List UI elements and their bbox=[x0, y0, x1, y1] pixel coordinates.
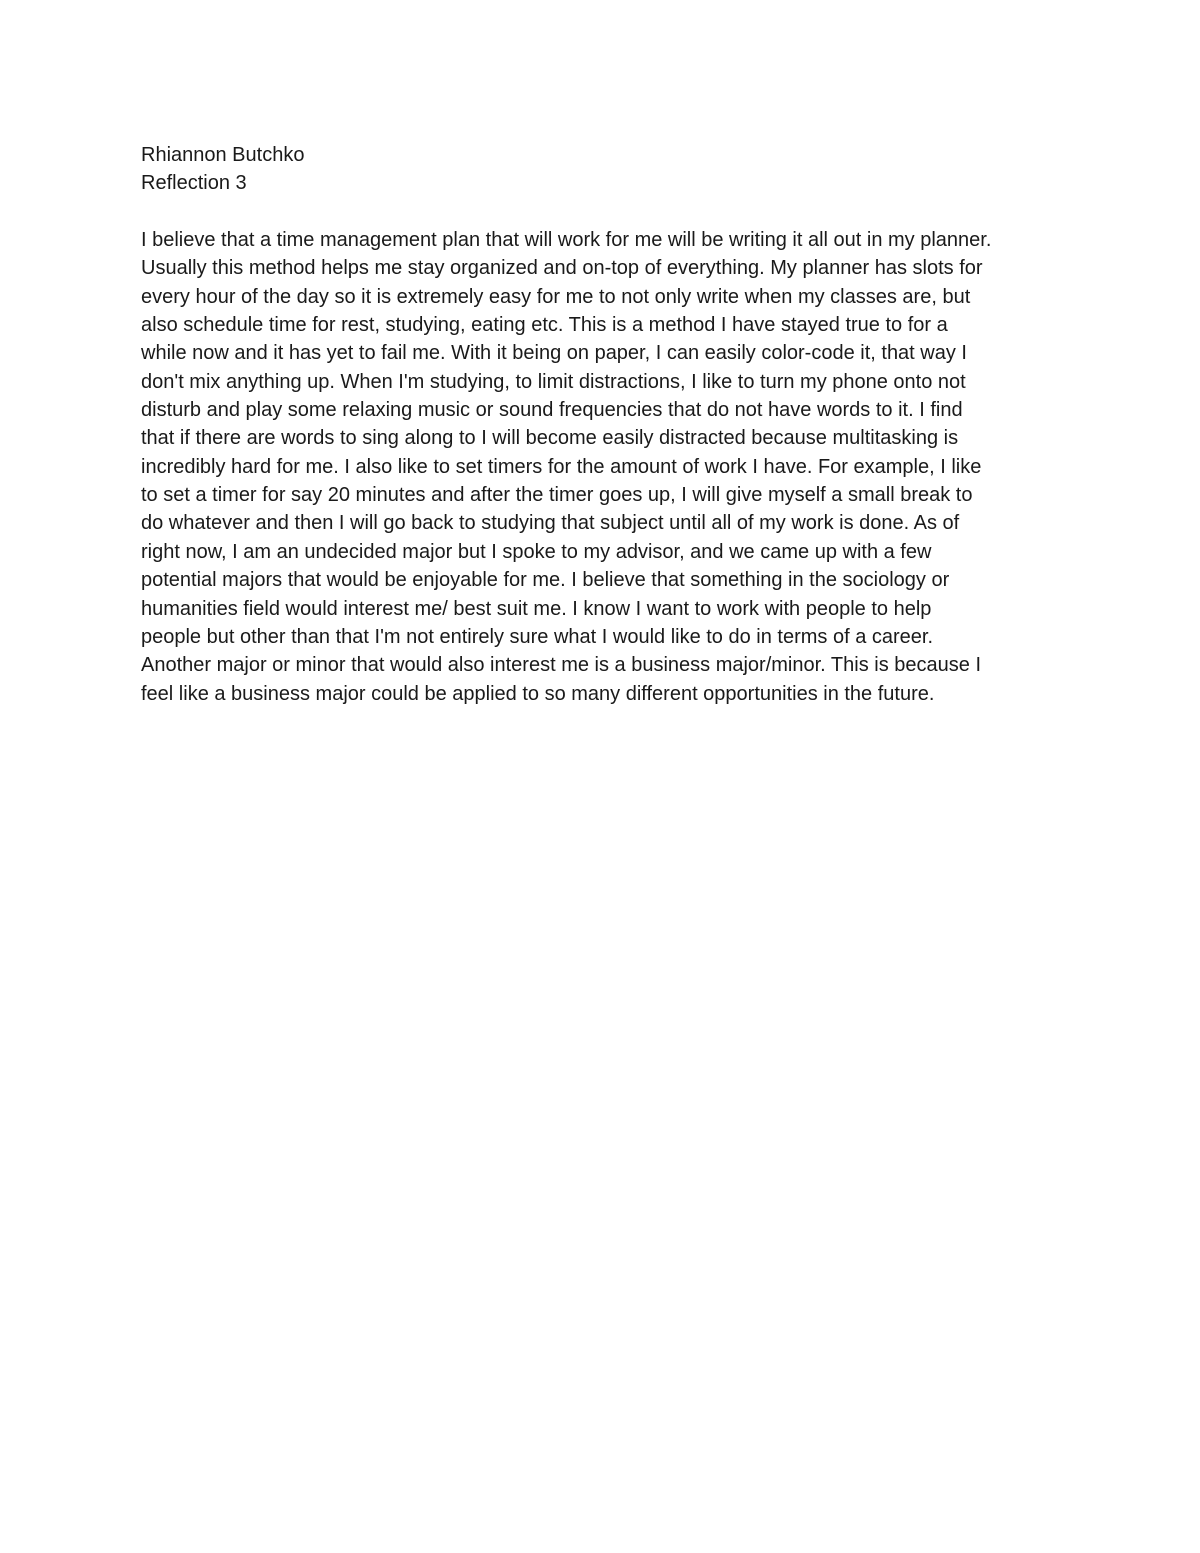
paragraph-line: people but other than that I'm not entirely sure what I would like to do in terms of a career. bbox=[141, 625, 934, 648]
paragraph-spacer bbox=[141, 198, 1071, 226]
reflection-paragraph bbox=[141, 226, 1071, 708]
paragraph-line: feel like a business major could be applied to so many different opportunities in the future. bbox=[141, 682, 935, 705]
paragraph-line: that if there are words to sing along to I will become easily distracted because multitasking is bbox=[141, 427, 959, 450]
paragraph-line: disturb and play some relaxing music or sound frequencies that do not have words to it. I find bbox=[141, 399, 963, 422]
paragraph-line: also schedule time for rest, studying, eating etc. This is a method I have stayed true to for a bbox=[141, 314, 948, 337]
paragraph-line: don't mix anything up. When I'm studying, to limit distractions, I like to turn my phone onto not bbox=[141, 370, 966, 393]
paragraph-line: incredibly hard for me. I also like to set timers for the amount of work I have. For example, I like bbox=[141, 455, 982, 478]
paragraph-line: every hour of the day so it is extremely easy for me to not only write when my classes are, but bbox=[141, 285, 971, 308]
paragraph-line: potential majors that would be enjoyable for me. I believe that something in the sociology or bbox=[141, 569, 950, 592]
paragraph-line: humanities field would interest me/ best suit me. I know I want to work with people to help bbox=[141, 597, 932, 620]
document-content bbox=[141, 141, 1071, 708]
paragraph-line: Usually this method helps me stay organized and on-top of everything. My planner has slots for bbox=[141, 257, 983, 280]
paragraph-line: do whatever and then I will go back to studying that subject until all of my work is done. As of bbox=[141, 512, 960, 535]
paragraph-line: to set a timer for say 20 minutes and after the timer goes up, I will give myself a small break to bbox=[141, 484, 973, 507]
paragraph-line: while now and it has yet to fail me. With it being on paper, I can easily color-code it, that way I bbox=[141, 342, 967, 365]
paragraph-line: Another major or minor that would also interest me is a business major/minor. This is because I bbox=[141, 654, 981, 677]
assignment-title: Reflection 3 bbox=[141, 172, 247, 195]
paragraph-line: right now, I am an undecided major but I spoke to my advisor, and we came up with a few bbox=[141, 540, 932, 563]
author-name: Rhiannon Butchko bbox=[141, 144, 305, 166]
paragraph-line: I believe that a time management plan that will work for me will be writing it all out in my planner. bbox=[141, 229, 992, 252]
